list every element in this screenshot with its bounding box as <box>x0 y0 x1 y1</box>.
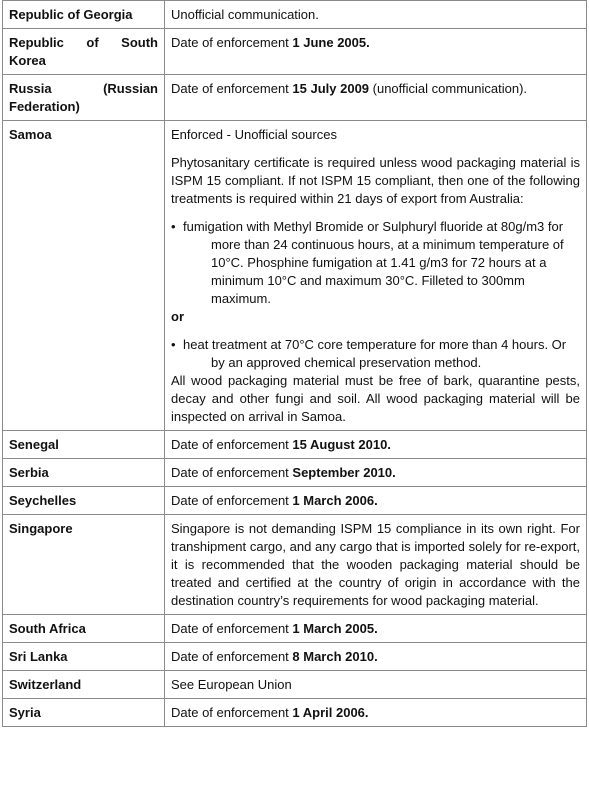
requirement-cell: Date of enforcement 1 March 2006. <box>165 487 587 515</box>
country-name: South Africa <box>3 615 165 643</box>
samoa-status: Enforced - Unofficial sources <box>171 127 337 142</box>
enforcement-date: 15 July 2009 <box>292 81 370 96</box>
country-name: Senegal <box>3 431 165 459</box>
requirement-cell: Date of enforcement 1 June 2005. <box>165 29 587 75</box>
enforcement-date: September 2010. <box>292 465 396 480</box>
requirement-cell: Date of enforcement 15 August 2010. <box>165 431 587 459</box>
samoa-or: or <box>171 309 184 324</box>
country-requirements-table <box>2 0 587 727</box>
enforcement-date: 1 March 2006. <box>292 493 378 508</box>
table-row <box>3 431 587 459</box>
country-name: Singapore <box>3 515 165 615</box>
country-name: Samoa <box>3 121 165 431</box>
table-row <box>3 1 587 29</box>
bullet-icon: • <box>171 337 176 352</box>
requirement-cell: Date of enforcement 15 July 2009 (unofficial communication). <box>165 75 587 121</box>
table-row <box>3 699 587 727</box>
requirement-cell: See European Union <box>165 671 587 699</box>
country-name: Sri Lanka <box>3 643 165 671</box>
enforcement-date: 1 June 2005. <box>292 35 370 50</box>
table-row <box>3 515 587 615</box>
requirement-cell <box>165 121 587 431</box>
requirement-cell: Date of enforcement 1 March 2005. <box>165 615 587 643</box>
country-name: Republic of South Korea <box>3 29 165 75</box>
table-row <box>3 671 587 699</box>
samoa-closing: All wood packaging material must be free of bark, quarantine pests, decay and other fungi and soil. All wood packaging material will be inspected on arrival in Samoa. <box>171 373 580 424</box>
country-name: Republic of Georgia <box>3 1 165 29</box>
requirement-cell: Singapore is not demanding ISPM 15 compliance in its own right. For transhipment cargo, and any cargo that is imported solely for re-export, it is recommended that the wooden packaging material should be treated and certified at the country of origin in accordance with the destination country’s requirements for wood packaging material. <box>165 515 587 615</box>
country-name: Russia (Russian Federation) <box>3 75 165 121</box>
table-row <box>3 29 587 75</box>
requirement-cell: Date of enforcement 8 March 2010. <box>165 643 587 671</box>
country-name: Serbia <box>3 459 165 487</box>
samoa-bullet-heat: • heat treatment at 70°C core temperature for more than 4 hours. Or by an approved chemical preservation method. <box>171 337 567 370</box>
table-row <box>3 487 587 515</box>
enforcement-date: 1 March 2005. <box>292 621 378 636</box>
bullet-icon: • <box>171 219 176 234</box>
samoa-bullet-fumigation: • fumigation with Methyl Bromide or Sulphuryl fluoride at 80g/m3 for more than 24 continuous hours, at a minimum temperature of 10°C. Phosphine fumigation at 1.41 g/m3 for 72 hours at a minimum 10°C and maximum 30°C. Filleted to 300mm maximum. <box>171 219 564 306</box>
table-row <box>3 75 587 121</box>
requirement-cell: Date of enforcement September 2010. <box>165 459 587 487</box>
country-name: Seychelles <box>3 487 165 515</box>
samoa-intro: Phytosanitary certificate is required unless wood packaging material is ISPM 15 compliant. If not ISPM 15 compliant, then one of the following treatments is required within 21 days of export from Australia: <box>171 155 580 206</box>
country-name: Syria <box>3 699 165 727</box>
table-row <box>3 121 587 431</box>
requirement-cell: Date of enforcement 1 April 2006. <box>165 699 587 727</box>
requirement-cell: Unofficial communication. <box>165 1 587 29</box>
country-name: Switzerland <box>3 671 165 699</box>
enforcement-date: 8 March 2010. <box>292 649 378 664</box>
table-row <box>3 643 587 671</box>
enforcement-date: 15 August 2010. <box>292 437 391 452</box>
enforcement-date: 1 April 2006. <box>292 705 369 720</box>
table-row <box>3 615 587 643</box>
table-row <box>3 459 587 487</box>
